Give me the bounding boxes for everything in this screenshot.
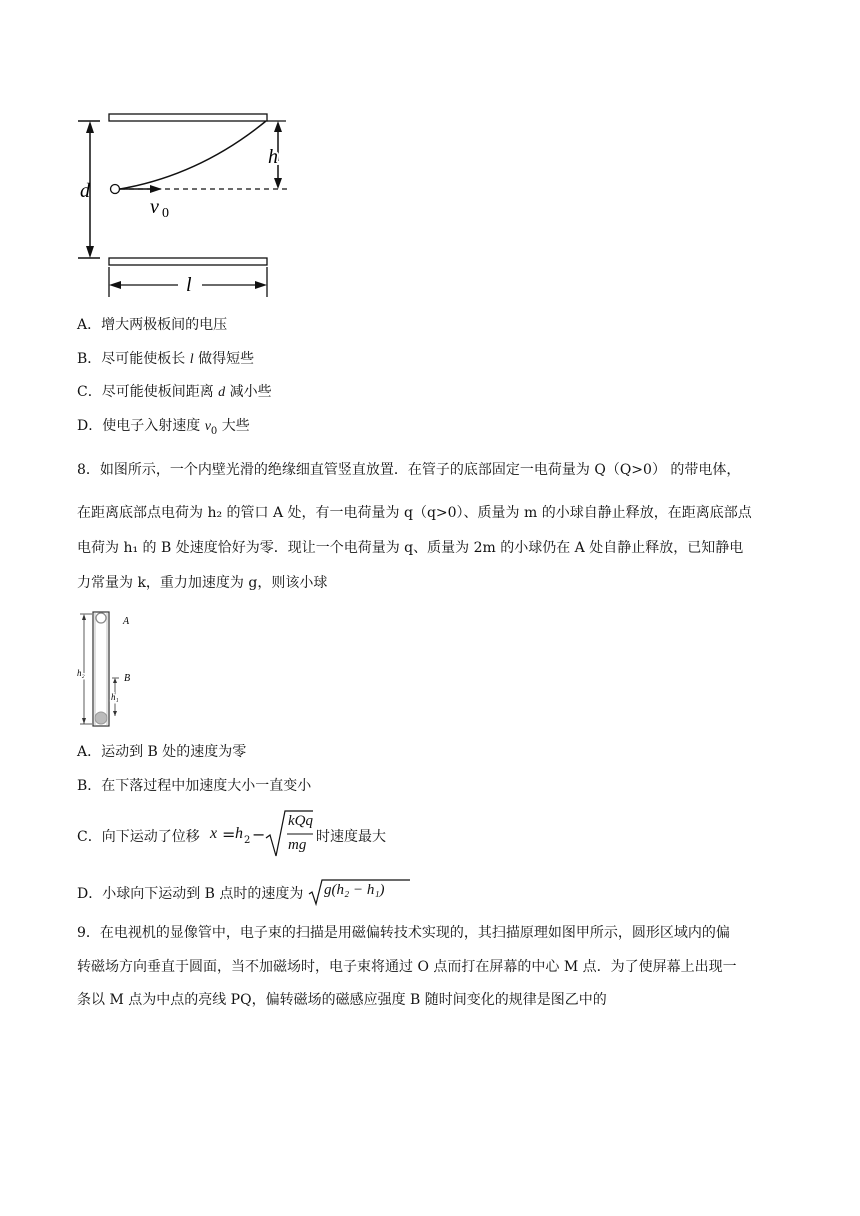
vertical-tube-figure	[74, 610, 144, 730]
option-text: 使电子入射速度	[102, 418, 205, 434]
math-x: x	[210, 825, 218, 842]
math-eq: =	[222, 825, 236, 844]
math-h-sub: 2	[244, 835, 251, 846]
q7-option-c[interactable]	[77, 382, 272, 403]
tube	[93, 612, 109, 726]
label-B: B	[124, 673, 131, 684]
q8-stem-line-2: 在距离底部点电荷为 h₂ 的管口 A 处，有一电荷量为 q（q>0）、质量为 m 的小球自静止释放，在距离底部点	[77, 505, 752, 521]
top-plate	[109, 114, 267, 121]
math-h: h	[235, 825, 243, 842]
option-var: v	[204, 419, 211, 434]
label-h: h	[268, 146, 278, 168]
option-text: D．小球向下运动到 B 点时的速度为	[77, 886, 304, 902]
label-h1: h₁	[111, 692, 119, 702]
q9-stem-line-1: 9．在电视机的显像管中，电子束的扫描是用磁偏转技术实现的，其扫描原理如图甲所示，圆形区域内的偏	[77, 925, 730, 941]
option-text: 尽可能使板间距离	[101, 384, 219, 400]
q9-stem-line-3: 条以 M 点为中点的亮线 PQ，偏转磁场的磁感应强度 B 随时间变化的规律是图乙中的	[77, 992, 607, 1008]
math-numerator: kQq	[288, 813, 313, 829]
label-l: l	[186, 274, 192, 296]
option-var: d	[218, 385, 226, 400]
math-denominator: mg	[288, 837, 307, 853]
ball-top	[96, 613, 106, 623]
label-v-sub: 0	[162, 206, 169, 221]
option-letter: D．	[77, 418, 103, 434]
label-d: d	[80, 180, 90, 202]
label-h2: h₂	[77, 668, 85, 678]
option-letter: C．	[77, 384, 102, 400]
option-text: C．向下运动了位移	[77, 829, 200, 845]
option-text-post: 大些	[217, 418, 250, 434]
charge-bottom	[95, 712, 107, 724]
option-text-post: 减小些	[225, 384, 272, 400]
option-text: 增大两极板间的电压	[101, 317, 228, 333]
q8-stem-line-3: 电荷为 h₁ 的 B 处速度恰好为零．现让一个电荷量为 q、质量为 2m 的小球仍在 A 处自静止释放，已知静电	[77, 540, 744, 556]
option-text-post: 做得短些	[193, 351, 255, 367]
option-var: l	[189, 352, 194, 367]
option-text-post: 时速度最大	[316, 829, 386, 845]
option-letter: A．	[77, 317, 102, 333]
math-expression: g(h₂ − h₁)	[324, 882, 385, 898]
q8-option-b[interactable]: B．在下落过程中加速度大小一直变小	[77, 778, 312, 794]
q7-option-d[interactable]	[77, 416, 250, 442]
parallel-plates-figure	[70, 105, 300, 305]
option-var-sub: 0	[210, 425, 218, 437]
label-A: A	[123, 616, 130, 627]
q7-option-a[interactable]	[77, 315, 227, 335]
q8-stem-line-1: 8．如图所示，一个内壁光滑的绝缘细直管竖直放置．在管子的底部固定一电荷量为 Q（Q>0） 的带电体，	[77, 462, 741, 478]
q9-stem-line-2: 转磁场方向垂直于圆面，当不加磁场时，电子束将通过 O 点而打在屏幕的中心 M 点．为了使屏幕上出现一	[77, 959, 737, 975]
option-letter: B．	[77, 351, 102, 367]
electron-trajectory	[120, 121, 266, 189]
q7-option-b[interactable]	[77, 349, 254, 370]
q8-option-a[interactable]: A．运动到 B 处的速度为零	[77, 744, 247, 760]
label-v: v	[150, 196, 159, 218]
option-text: 尽可能使板长	[101, 351, 190, 367]
math-minus: −	[252, 825, 266, 844]
bottom-plate	[109, 258, 267, 265]
electron-circle	[111, 185, 120, 194]
q8-stem-line-4: 力常量为 k，重力加速度为 g，则该小球	[77, 575, 328, 591]
